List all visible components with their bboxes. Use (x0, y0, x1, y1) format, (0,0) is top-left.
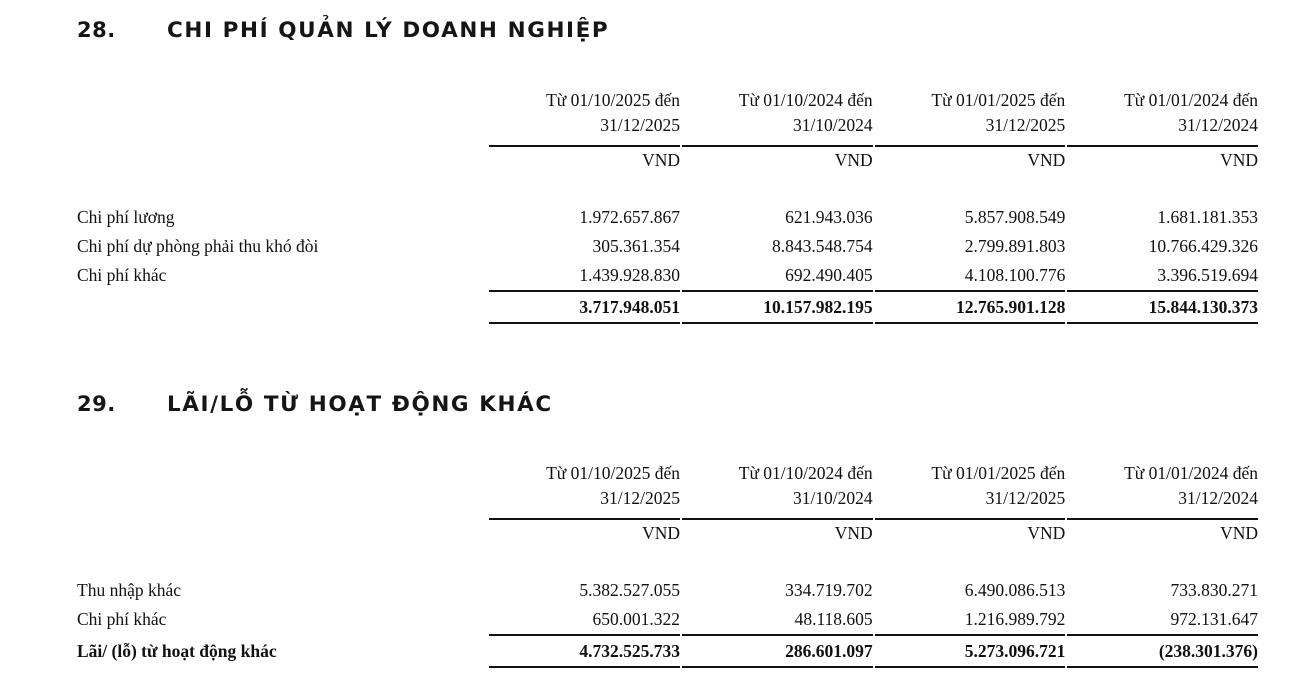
unit-spacer (77, 520, 489, 546)
row-value: 621.943.036 (785, 207, 873, 227)
row-value: 2.799.891.803 (964, 236, 1066, 256)
column-header-1-line1: Từ 01/10/2025 đến (546, 90, 681, 110)
column-header-1 (489, 88, 680, 138)
row-label: Chi phí khác (77, 265, 167, 285)
header-rule-row (77, 138, 1258, 147)
unit-cell-4: VND (1220, 150, 1258, 170)
column-header-1 (489, 461, 680, 511)
column-header-3-line1: Từ 01/01/2025 đến (931, 90, 1066, 110)
column-header-4-line1: Từ 01/01/2024 đến (1124, 463, 1258, 483)
row-value: 5.382.527.055 (579, 580, 681, 600)
total-value: 286.601.097 (682, 635, 873, 667)
header-rule-4 (1067, 511, 1258, 520)
table-spacer-row (77, 173, 1258, 203)
unit-cell-1: VND (642, 523, 681, 543)
row-value: 8.843.548.754 (772, 236, 873, 256)
section-28 (0, 18, 1292, 62)
column-header-2 (682, 461, 873, 511)
table-row (77, 232, 1258, 261)
row-value: 1.681.181.353 (1157, 207, 1258, 227)
total-value: (238.301.376) (1067, 635, 1258, 667)
row-value: 5.857.908.549 (964, 207, 1066, 227)
header-label-cell (77, 461, 489, 511)
header-rule-2 (682, 138, 873, 147)
row-value: 692.490.405 (785, 265, 873, 285)
section-28-number: 28. (77, 18, 116, 42)
row-value: 3.396.519.694 (1157, 265, 1258, 285)
rule-spacer (77, 511, 489, 520)
total-value: 15.844.130.373 (1067, 291, 1258, 323)
row-value: 305.361.354 (592, 236, 681, 256)
section-29-title: LÃI/LỖ TỪ HOẠT ĐỘNG KHÁC (167, 392, 553, 417)
table-total-row (77, 291, 1258, 323)
unit-cell-1: VND (642, 150, 681, 170)
table-spacer-cell (77, 546, 1258, 576)
row-label: Chi phí lương (77, 207, 175, 227)
column-header-4-line1: Từ 01/01/2024 đến (1124, 90, 1258, 110)
row-value: 4.108.100.776 (964, 265, 1066, 285)
row-value: 733.830.271 (1170, 580, 1258, 600)
section-29-heading (0, 392, 1292, 436)
header-rule-2 (682, 511, 873, 520)
column-header-4 (1067, 461, 1258, 511)
unit-cell-3: VND (1027, 523, 1066, 543)
unit-cell-4: VND (1220, 523, 1258, 543)
table-header-row (77, 88, 1258, 138)
table-row (77, 203, 1258, 232)
total-value: 12.765.901.128 (875, 291, 1066, 323)
unit-cell-3: VND (1027, 150, 1066, 170)
table-header-row (77, 461, 1258, 511)
header-rule-3 (875, 511, 1066, 520)
row-label: Chi phí dự phòng phải thu khó đòi (77, 236, 319, 256)
header-rule-1 (489, 138, 680, 147)
section-29-number: 29. (77, 392, 116, 416)
unit-cell-2: VND (834, 150, 873, 170)
section-28-title: CHI PHÍ QUẢN LÝ DOANH NGHIỆP (167, 18, 610, 43)
row-value: 650.001.322 (592, 609, 681, 629)
column-header-3-line1: Từ 01/01/2025 đến (931, 463, 1066, 483)
table-row (77, 576, 1258, 605)
unit-cell-2: VND (834, 523, 873, 543)
row-value: 972.131.647 (1170, 609, 1258, 629)
row-label: Chi phí khác (77, 609, 167, 629)
table-spacer-row (77, 546, 1258, 576)
column-header-3 (875, 461, 1066, 511)
table-row (77, 261, 1258, 291)
total-value: 5.273.096.721 (875, 635, 1066, 667)
row-value: 10.766.429.326 (1148, 236, 1258, 256)
header-rule-4 (1067, 138, 1258, 147)
row-value: 1.439.928.830 (579, 265, 681, 285)
column-header-4 (1067, 88, 1258, 138)
row-value: 1.972.657.867 (579, 207, 681, 227)
column-header-1-line2: 31/12/2025 (600, 488, 681, 508)
column-header-3 (875, 88, 1066, 138)
section-29 (0, 392, 1292, 436)
row-value: 48.118.605 (794, 609, 873, 629)
total-label (77, 291, 489, 323)
column-header-2-line1: Từ 01/10/2024 đến (738, 90, 873, 110)
column-header-1-line2: 31/12/2025 (600, 115, 681, 135)
column-header-3-line2: 31/12/2025 (985, 115, 1066, 135)
header-rule-3 (875, 138, 1066, 147)
table-total-row (77, 635, 1258, 667)
table-row (77, 605, 1258, 635)
header-label-cell (77, 88, 489, 138)
table-administrative-expenses (77, 88, 1258, 324)
total-value: 10.157.982.195 (682, 291, 873, 323)
column-header-2 (682, 88, 873, 138)
total-label: Lãi/ (lỗ) từ hoạt động khác (77, 641, 277, 661)
column-header-3-line2: 31/12/2025 (985, 488, 1066, 508)
column-header-2-line2: 31/10/2024 (792, 488, 873, 508)
table-spacer-cell (77, 173, 1258, 203)
total-value: 3.717.948.051 (489, 291, 680, 323)
unit-row (77, 147, 1258, 173)
column-header-4-line2: 31/12/2024 (1178, 488, 1258, 508)
unit-row (77, 520, 1258, 546)
header-rule-row (77, 511, 1258, 520)
total-value: 4.732.525.733 (489, 635, 680, 667)
header-rule-1 (489, 511, 680, 520)
column-header-2-line1: Từ 01/10/2024 đến (738, 463, 873, 483)
row-value: 6.490.086.513 (964, 580, 1066, 600)
row-value: 334.719.702 (785, 580, 873, 600)
column-header-1-line1: Từ 01/10/2025 đến (546, 463, 681, 483)
rule-spacer (77, 138, 489, 147)
column-header-2-line2: 31/10/2024 (792, 115, 873, 135)
unit-spacer (77, 147, 489, 173)
section-28-heading (0, 18, 1292, 62)
table-other-activities-profit-loss (77, 461, 1258, 668)
row-label: Thu nhập khác (77, 580, 181, 600)
column-header-4-line2: 31/12/2024 (1178, 115, 1258, 135)
row-value: 1.216.989.792 (964, 609, 1066, 629)
